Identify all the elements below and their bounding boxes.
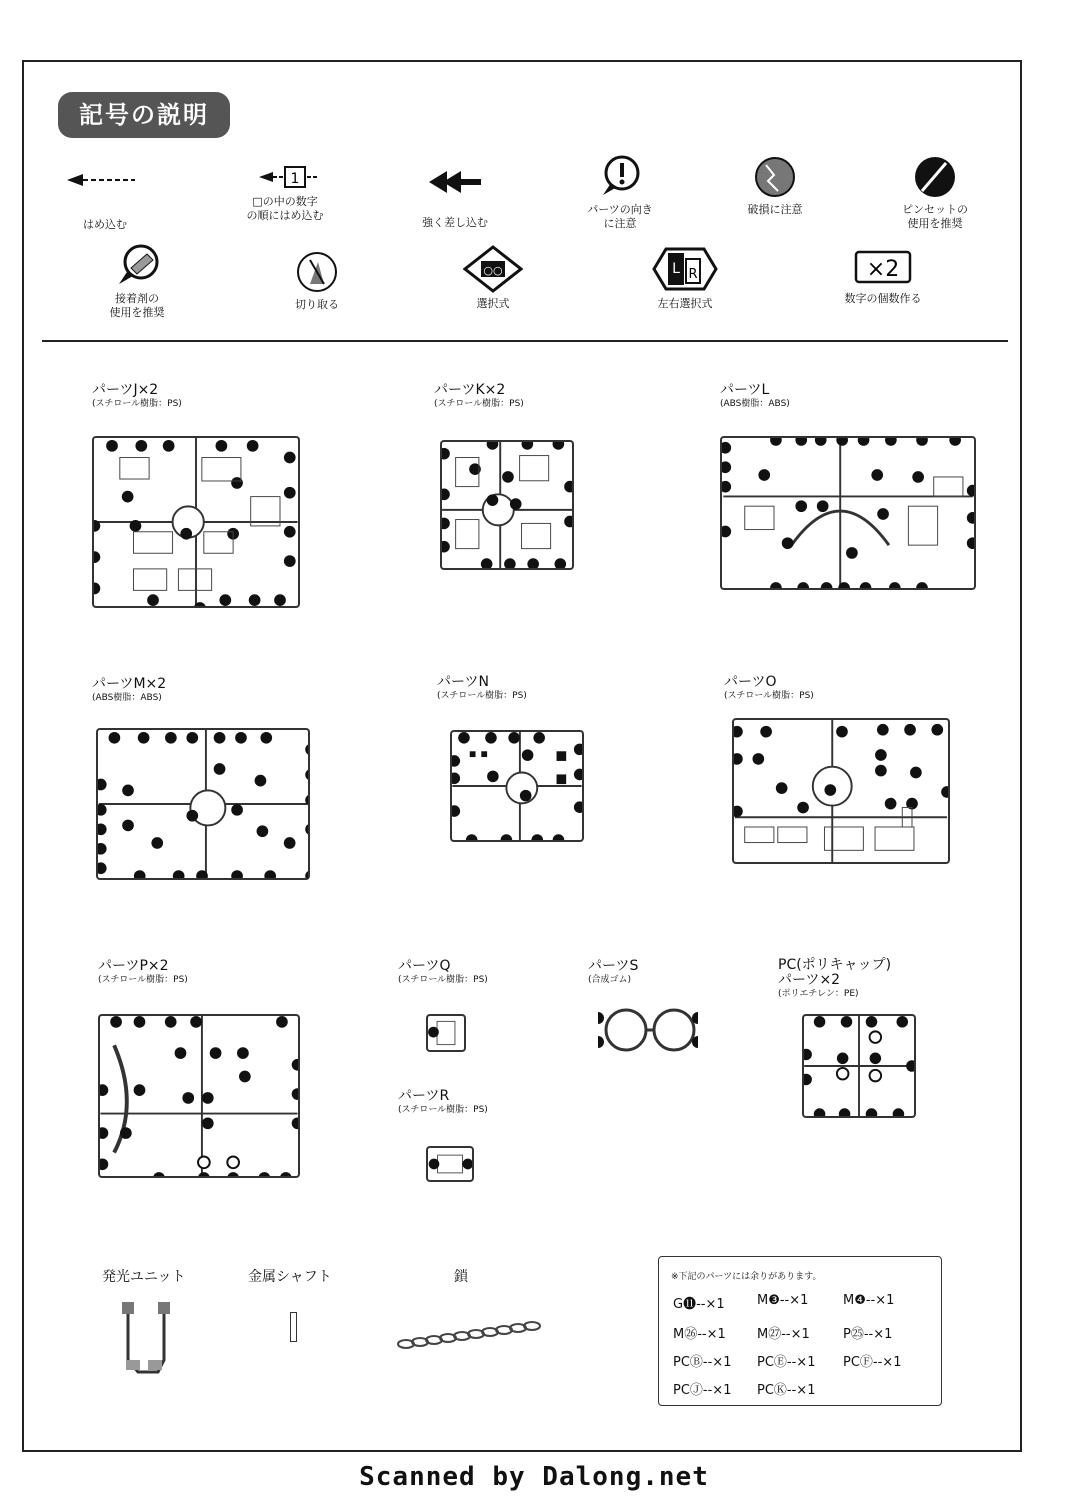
light-unit-label: 発光ユニット (102, 1269, 186, 1285)
runner-r (426, 1146, 474, 1182)
tweezers-icon (870, 155, 1000, 199)
runner-o (732, 718, 950, 864)
symbol-label: はめ込む (83, 218, 127, 231)
symbol-damage (710, 155, 840, 217)
svg-text:R: R (688, 267, 698, 282)
spare-item: PCⒿ--×1 (673, 1383, 732, 1398)
symbol-lr-select (620, 245, 750, 311)
symbol-select (428, 245, 558, 311)
part-label-p: パーツP×2 (スチロール樹脂：PS) (98, 958, 188, 985)
symbol-numbered (220, 165, 350, 223)
part-label-o: パーツO (スチロール樹脂：PS) (724, 674, 814, 701)
symbol-multiply (818, 250, 948, 306)
part-label-n: パーツN (スチロール樹脂：PS) (437, 674, 527, 701)
runner-l (720, 436, 976, 590)
lr-select-icon (620, 245, 750, 293)
symbol-insert (40, 170, 170, 232)
symbol-label: パーツの向き に注意 (587, 203, 653, 230)
runner-q (426, 1014, 466, 1052)
spare-item: M❸--×1 (757, 1293, 809, 1308)
spare-item: PCⒻ--×1 (843, 1355, 902, 1370)
symbol-label: 破損に注意 (747, 203, 803, 216)
symbol-tweezers (870, 155, 1000, 231)
svg-text:L: L (672, 261, 680, 277)
svg-text:1: 1 (290, 171, 300, 187)
spare-parts-box (658, 1256, 942, 1406)
part-label-k: パーツK×2 (スチロール樹脂：PS) (434, 382, 524, 409)
arrow-insert-icon (40, 170, 170, 214)
runner-m (96, 728, 310, 880)
spare-item: PCⓀ--×1 (757, 1383, 816, 1398)
spare-item: M㉖--×1 (673, 1327, 726, 1342)
spare-item: P㉕--×1 (843, 1327, 893, 1342)
symbol-direction (555, 155, 685, 231)
section-divider (42, 340, 1008, 342)
spare-parts-title: ※下記のパーツには余りがあります。 (671, 1272, 822, 1282)
symbol-label: 切り取る (295, 298, 339, 311)
symbol-label: 選択式 (476, 297, 510, 310)
double-arrow-icon (390, 168, 520, 212)
runner-k (440, 440, 574, 570)
symbol-legend-title: 記号の説明 (58, 92, 230, 138)
spare-item: M❹--×1 (843, 1293, 895, 1308)
select-icon (428, 245, 558, 293)
damage-icon (710, 155, 840, 199)
symbol-label: 強く差し込む (422, 216, 488, 229)
part-label-r: パーツR (スチロール樹脂：PS) (398, 1088, 488, 1115)
light-unit-image (108, 1300, 180, 1384)
svg-text:×2: ×2 (866, 257, 900, 282)
runner-p (98, 1014, 300, 1178)
metal-shaft-image (290, 1312, 297, 1342)
part-label-s: パーツS (合成ゴム) (588, 958, 639, 985)
symbol-label: 数字の個数作る (844, 292, 922, 305)
part-label-m: パーツM×2 (ABS樹脂：ABS) (92, 676, 167, 703)
runner-pc (802, 1014, 916, 1118)
symbol-strong (390, 168, 520, 230)
spare-item: M㉗--×1 (757, 1327, 810, 1342)
symbol-cut (252, 250, 382, 312)
multiply-icon (818, 250, 948, 288)
scan-credit-footer: Scanned by Dalong.net (359, 1462, 709, 1492)
svg-text:○○: ○○ (483, 264, 503, 277)
chain-label: 鎖 (454, 1269, 468, 1285)
symbol-label: ピンセットの 使用を推奨 (902, 203, 968, 230)
part-label-pc: PC(ポリキャップ) パーツ×2 (ポリエチレン：PE) (778, 957, 892, 999)
symbol-label: 接着剤の 使用を推奨 (109, 292, 165, 319)
numbered-insert-icon (220, 165, 350, 191)
runner-s (598, 1004, 698, 1056)
nipper-icon (252, 250, 382, 294)
chain-image (396, 1316, 546, 1356)
symbol-label: □の中の数字 の順にはめ込む (246, 195, 324, 222)
metal-shaft-label: 金属シャフト (248, 1269, 332, 1285)
spare-item: PCⒷ--×1 (673, 1355, 732, 1370)
runner-n (450, 730, 584, 842)
part-label-j: パーツJ×2 (スチロール樹脂：PS) (92, 382, 182, 409)
runner-j (92, 436, 300, 608)
spare-item: G⓫--×1 (673, 1297, 725, 1312)
part-label-q: パーツQ (スチロール樹脂：PS) (398, 958, 488, 985)
symbol-glue (72, 244, 202, 320)
exclamation-icon (555, 155, 685, 199)
symbol-label: 左右選択式 (657, 297, 713, 310)
glue-icon (72, 244, 202, 288)
spare-item: PCⒺ--×1 (757, 1355, 816, 1370)
part-label-l: パーツL (ABS樹脂：ABS) (720, 382, 790, 409)
